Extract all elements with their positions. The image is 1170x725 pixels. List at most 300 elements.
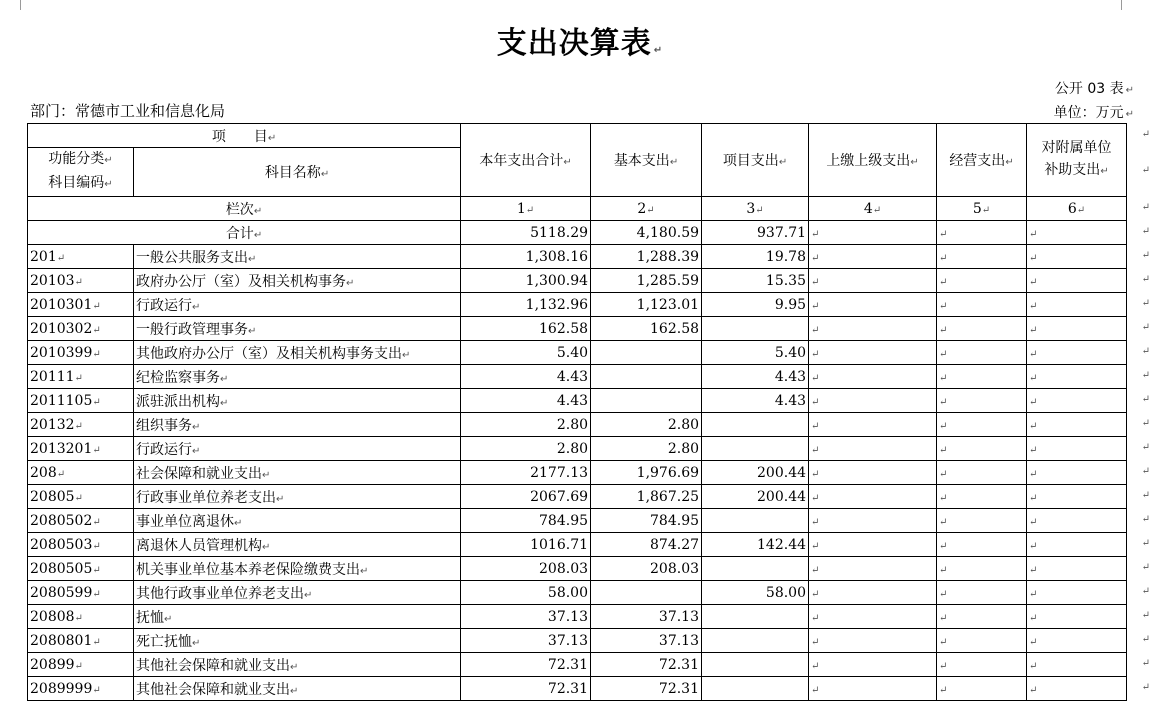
cell-mark-icon: ↵ bbox=[811, 300, 820, 312]
cell-mark-icon: ↵ bbox=[1029, 588, 1038, 600]
cell-mark-icon: ↵ bbox=[939, 468, 948, 480]
amount-upper bbox=[809, 341, 937, 365]
amount-upper bbox=[809, 677, 937, 701]
subject-name-text: 社会保障和就业支出 bbox=[136, 465, 262, 482]
amount-basic: 2.80 bbox=[591, 413, 702, 437]
table-row bbox=[28, 365, 1127, 389]
cell-mark-icon: ↵ bbox=[56, 252, 66, 264]
subject-name bbox=[134, 413, 461, 437]
header-total: 本年支出合计↵ bbox=[461, 124, 591, 197]
subject-name-text: 一般公共服务支出 bbox=[136, 249, 248, 266]
table-row bbox=[28, 317, 1127, 341]
subject-name-text: 纪检监察事务 bbox=[136, 369, 220, 386]
cell-mark-icon: ↵ bbox=[939, 636, 948, 648]
header-item: 项 目↵ bbox=[28, 124, 461, 148]
amount-total: 1016.71 bbox=[461, 533, 591, 557]
cell-mark-icon: ↵ bbox=[74, 372, 83, 384]
table-row bbox=[28, 557, 1127, 581]
amount-basic: 1,976.69 bbox=[591, 461, 702, 485]
subject-name-text: 政府办公厅（室）及相关机构事务 bbox=[136, 273, 346, 290]
amount-project bbox=[702, 437, 809, 461]
subject-code bbox=[28, 581, 134, 605]
amount-subsidy bbox=[1027, 365, 1127, 389]
cell-mark-icon: ↵ bbox=[1029, 612, 1038, 624]
cell-mark-icon: ↵ bbox=[811, 252, 820, 264]
cell-mark-icon: ↵ bbox=[669, 157, 679, 168]
cell-mark-icon: ↵ bbox=[1029, 444, 1038, 456]
row-end-mark-icon: ↵ bbox=[1141, 297, 1150, 309]
cell-mark-icon: ↵ bbox=[939, 588, 948, 600]
column-index-3: 3↵ bbox=[702, 197, 809, 221]
subject-code bbox=[28, 365, 134, 389]
subject-name-text: 死亡抚恤 bbox=[136, 633, 192, 650]
amount-project bbox=[702, 317, 809, 341]
cell-mark-icon: ↵ bbox=[1029, 468, 1038, 480]
paragraph-mark-icon: ↵ bbox=[1125, 85, 1134, 96]
cell-mark-icon: ↵ bbox=[253, 229, 263, 241]
cell-mark-icon: ↵ bbox=[104, 179, 113, 190]
subject-name bbox=[134, 533, 461, 557]
subject-code-text: 2011105 bbox=[30, 392, 93, 409]
amount-business bbox=[937, 437, 1027, 461]
cell-mark-icon: ↵ bbox=[290, 685, 299, 697]
cell-mark-icon: ↵ bbox=[778, 157, 788, 168]
amount-project bbox=[702, 653, 809, 677]
table-row bbox=[28, 581, 1127, 605]
summary-row bbox=[28, 221, 1127, 245]
amount-total: 2.80 bbox=[461, 437, 591, 461]
paragraph-mark-icon: ↵ bbox=[1125, 109, 1134, 120]
amount-business bbox=[937, 365, 1027, 389]
amount-subsidy bbox=[1027, 461, 1127, 485]
amount-subsidy bbox=[1027, 293, 1127, 317]
subject-code bbox=[28, 533, 134, 557]
table-row bbox=[28, 269, 1127, 293]
row-end-mark-icon: ↵ bbox=[1141, 201, 1150, 213]
subject-code bbox=[28, 677, 134, 701]
cell-mark-icon: ↵ bbox=[811, 420, 820, 432]
amount-business bbox=[937, 389, 1027, 413]
cell-mark-icon: ↵ bbox=[811, 588, 820, 600]
cell-mark-icon: ↵ bbox=[646, 204, 655, 216]
amount-business bbox=[937, 677, 1027, 701]
subject-code-text: 2089999 bbox=[30, 680, 93, 697]
cell-mark-icon: ↵ bbox=[811, 396, 820, 408]
summary-subsidy bbox=[1027, 221, 1127, 245]
amount-basic: 72.31 bbox=[591, 653, 702, 677]
subject-name-text: 其他社会保障和就业支出 bbox=[136, 657, 290, 674]
cell-mark-icon: ↵ bbox=[1029, 420, 1038, 432]
amount-total: 72.31 bbox=[461, 677, 591, 701]
table-row bbox=[28, 461, 1127, 485]
cell-mark-icon: ↵ bbox=[939, 252, 948, 264]
cell-mark-icon: ↵ bbox=[811, 492, 820, 504]
cell-mark-icon: ↵ bbox=[267, 132, 277, 144]
subject-name bbox=[134, 341, 461, 365]
cell-mark-icon: ↵ bbox=[939, 660, 948, 672]
amount-upper bbox=[809, 629, 937, 653]
subject-name-text: 行政运行 bbox=[136, 441, 192, 458]
cell-mark-icon: ↵ bbox=[192, 445, 201, 457]
table-row bbox=[28, 245, 1127, 269]
subject-code-text: 20808 bbox=[30, 608, 75, 625]
amount-upper bbox=[809, 269, 937, 293]
subject-name-text: 离退休人员管理机构 bbox=[136, 537, 262, 554]
cell-mark-icon: ↵ bbox=[939, 564, 948, 576]
cell-mark-icon: ↵ bbox=[1029, 348, 1038, 360]
amount-upper bbox=[809, 389, 937, 413]
table-row bbox=[28, 677, 1127, 701]
table-number bbox=[1055, 78, 1134, 98]
subject-name-text: 事业单位离退休 bbox=[136, 513, 234, 530]
subject-name bbox=[134, 677, 461, 701]
amount-business bbox=[937, 293, 1027, 317]
cell-mark-icon: ↵ bbox=[74, 276, 83, 288]
table-row bbox=[28, 485, 1127, 509]
row-end-mark-icon: ↵ bbox=[1141, 417, 1150, 429]
cell-mark-icon: ↵ bbox=[811, 516, 820, 528]
cell-mark-icon: ↵ bbox=[939, 540, 948, 552]
header-func-code: 功能分类↵ 科目编码↵ bbox=[28, 148, 134, 197]
column-index-row bbox=[28, 197, 1127, 221]
subject-code bbox=[28, 269, 134, 293]
cell-mark-icon: ↵ bbox=[939, 324, 948, 336]
amount-basic: 208.03 bbox=[591, 557, 702, 581]
amount-subsidy bbox=[1027, 557, 1127, 581]
summary-project: 937.71 bbox=[702, 221, 809, 245]
cell-mark-icon: ↵ bbox=[92, 540, 101, 552]
cell-mark-icon: ↵ bbox=[402, 349, 411, 361]
subject-code bbox=[28, 437, 134, 461]
row-end-mark-icon: ↵ bbox=[1141, 585, 1150, 597]
table-row bbox=[28, 533, 1127, 557]
amount-subsidy bbox=[1027, 317, 1127, 341]
cell-mark-icon: ↵ bbox=[939, 348, 948, 360]
amount-upper bbox=[809, 293, 937, 317]
subject-name bbox=[134, 293, 461, 317]
summary-upper bbox=[809, 221, 937, 245]
amount-basic: 162.58 bbox=[591, 317, 702, 341]
row-end-mark-icon: ↵ bbox=[1141, 609, 1150, 621]
cell-mark-icon: ↵ bbox=[811, 276, 820, 288]
cell-mark-icon: ↵ bbox=[811, 444, 820, 456]
cell-mark-icon: ↵ bbox=[92, 516, 101, 528]
subject-name-text: 行政运行 bbox=[136, 297, 192, 314]
cell-mark-icon: ↵ bbox=[1100, 166, 1109, 177]
amount-business bbox=[937, 317, 1027, 341]
cell-mark-icon: ↵ bbox=[1029, 564, 1038, 576]
cell-mark-icon: ↵ bbox=[262, 541, 271, 553]
cell-mark-icon: ↵ bbox=[262, 469, 271, 481]
cell-mark-icon: ↵ bbox=[92, 636, 101, 648]
cell-mark-icon: ↵ bbox=[872, 204, 882, 216]
column-index-4: 4↵ bbox=[809, 197, 937, 221]
amount-basic bbox=[591, 341, 702, 365]
cell-mark-icon: ↵ bbox=[939, 396, 948, 408]
column-index-5: 5↵ bbox=[937, 197, 1027, 221]
subject-name-text: 派驻派出机构 bbox=[136, 393, 220, 410]
cell-mark-icon: ↵ bbox=[1029, 324, 1038, 336]
amount-business bbox=[937, 557, 1027, 581]
amount-subsidy bbox=[1027, 653, 1127, 677]
subject-name-text: 其他社会保障和就业支出 bbox=[136, 681, 290, 698]
amount-total: 2067.69 bbox=[461, 485, 591, 509]
unit-label bbox=[1054, 102, 1134, 122]
cell-mark-icon: ↵ bbox=[74, 492, 83, 504]
amount-project: 200.44 bbox=[702, 461, 809, 485]
cell-mark-icon: ↵ bbox=[811, 228, 820, 240]
amount-business bbox=[937, 509, 1027, 533]
row-end-mark-icon: ↵ bbox=[1141, 128, 1150, 140]
cell-mark-icon: ↵ bbox=[92, 684, 101, 696]
cell-mark-icon: ↵ bbox=[74, 660, 83, 672]
cell-mark-icon: ↵ bbox=[248, 253, 257, 265]
cell-mark-icon: ↵ bbox=[939, 492, 948, 504]
cell-mark-icon: ↵ bbox=[320, 169, 330, 180]
amount-subsidy bbox=[1027, 269, 1127, 293]
subject-code-text: 208 bbox=[30, 464, 57, 481]
subject-name bbox=[134, 389, 461, 413]
cell-mark-icon: ↵ bbox=[811, 324, 820, 336]
cell-mark-icon: ↵ bbox=[811, 348, 820, 360]
amount-basic: 1,285.59 bbox=[591, 269, 702, 293]
row-end-mark-icon: ↵ bbox=[1141, 633, 1150, 645]
subject-name bbox=[134, 605, 461, 629]
table-row bbox=[28, 293, 1127, 317]
amount-subsidy bbox=[1027, 341, 1127, 365]
amount-upper bbox=[809, 653, 937, 677]
subject-code-text: 20899 bbox=[30, 656, 75, 673]
subject-code bbox=[28, 509, 134, 533]
cell-mark-icon: ↵ bbox=[253, 205, 263, 217]
subject-name bbox=[134, 269, 461, 293]
table-row bbox=[28, 413, 1127, 437]
amount-business bbox=[937, 485, 1027, 509]
amount-subsidy bbox=[1027, 245, 1127, 269]
subject-name bbox=[134, 653, 461, 677]
cell-mark-icon: ↵ bbox=[1029, 372, 1038, 384]
subject-code-text: 201 bbox=[30, 248, 57, 265]
amount-upper bbox=[809, 437, 937, 461]
subject-name bbox=[134, 629, 461, 653]
amount-basic: 1,123.01 bbox=[591, 293, 702, 317]
table-row bbox=[28, 341, 1127, 365]
header-upper: 上缴上级支出↵ bbox=[809, 124, 937, 197]
cell-mark-icon: ↵ bbox=[1029, 396, 1038, 408]
row-end-mark-icon: ↵ bbox=[1141, 441, 1150, 453]
cell-mark-icon: ↵ bbox=[1029, 636, 1038, 648]
cell-mark-icon: ↵ bbox=[939, 444, 948, 456]
cell-mark-icon: ↵ bbox=[939, 300, 948, 312]
cell-mark-icon: ↵ bbox=[1005, 157, 1014, 168]
table-row bbox=[28, 509, 1127, 533]
cell-mark-icon: ↵ bbox=[910, 157, 919, 168]
amount-business bbox=[937, 461, 1027, 485]
subject-code bbox=[28, 629, 134, 653]
subject-code-text: 20103 bbox=[30, 272, 75, 289]
amount-total: 2177.13 bbox=[461, 461, 591, 485]
cell-mark-icon: ↵ bbox=[1029, 276, 1038, 288]
subject-name bbox=[134, 317, 461, 341]
subject-name bbox=[134, 365, 461, 389]
amount-upper bbox=[809, 581, 937, 605]
amount-total: 4.43 bbox=[461, 365, 591, 389]
amount-basic bbox=[591, 581, 702, 605]
expenditure-table bbox=[27, 123, 1127, 701]
amount-total: 5.40 bbox=[461, 341, 591, 365]
row-end-mark-icon: ↵ bbox=[1141, 561, 1150, 573]
amount-subsidy bbox=[1027, 509, 1127, 533]
amount-basic bbox=[591, 365, 702, 389]
subject-code-text: 20111 bbox=[30, 368, 75, 385]
table-row bbox=[28, 389, 1127, 413]
page-title-text: 支出决算表 bbox=[496, 26, 652, 61]
summary-business bbox=[937, 221, 1027, 245]
amount-upper bbox=[809, 413, 937, 437]
row-end-mark-icon: ↵ bbox=[1141, 225, 1150, 237]
cell-mark-icon: ↵ bbox=[811, 540, 820, 552]
cell-mark-icon: ↵ bbox=[939, 372, 948, 384]
cell-mark-icon: ↵ bbox=[248, 325, 257, 337]
cell-mark-icon: ↵ bbox=[1029, 660, 1038, 672]
subject-code bbox=[28, 341, 134, 365]
cell-mark-icon: ↵ bbox=[92, 324, 101, 336]
amount-upper bbox=[809, 245, 937, 269]
cell-mark-icon: ↵ bbox=[563, 157, 572, 168]
cell-mark-icon: ↵ bbox=[1029, 516, 1038, 528]
cell-mark-icon: ↵ bbox=[74, 612, 83, 624]
row-end-mark-icon: ↵ bbox=[1141, 393, 1150, 405]
cell-mark-icon: ↵ bbox=[811, 468, 820, 480]
cell-mark-icon: ↵ bbox=[92, 396, 101, 408]
page-corner-mark-left bbox=[0, 0, 21, 10]
cell-mark-icon: ↵ bbox=[234, 517, 243, 529]
amount-total: 72.31 bbox=[461, 653, 591, 677]
cell-mark-icon: ↵ bbox=[290, 661, 299, 673]
amount-project bbox=[702, 413, 809, 437]
amount-project: 5.40 bbox=[702, 341, 809, 365]
table-row bbox=[28, 629, 1127, 653]
amount-basic: 1,867.25 bbox=[591, 485, 702, 509]
summary-basic: 4,180.59 bbox=[591, 221, 702, 245]
subject-code-text: 2080503 bbox=[30, 536, 93, 553]
subject-name-text: 组织事务 bbox=[136, 417, 192, 434]
cell-mark-icon: ↵ bbox=[1029, 684, 1038, 696]
header-basic: 基本支出↵ bbox=[591, 124, 702, 197]
amount-subsidy bbox=[1027, 677, 1127, 701]
subject-code-text: 2080801 bbox=[30, 632, 93, 649]
amount-business bbox=[937, 533, 1027, 557]
amount-total: 4.43 bbox=[461, 389, 591, 413]
subject-code bbox=[28, 461, 134, 485]
amount-business bbox=[937, 413, 1027, 437]
cell-mark-icon: ↵ bbox=[981, 204, 991, 216]
amount-total: 1,300.94 bbox=[461, 269, 591, 293]
cell-mark-icon: ↵ bbox=[1029, 492, 1038, 504]
summary-label: 合计↵ bbox=[28, 221, 461, 245]
amount-subsidy bbox=[1027, 413, 1127, 437]
cell-mark-icon: ↵ bbox=[360, 565, 369, 577]
amount-business bbox=[937, 581, 1027, 605]
amount-project: 142.44 bbox=[702, 533, 809, 557]
row-end-mark-icon: ↵ bbox=[1141, 465, 1150, 477]
subject-code-text: 2010302 bbox=[30, 320, 93, 337]
page-title bbox=[0, 18, 1160, 62]
row-end-mark-icon: ↵ bbox=[1141, 165, 1150, 176]
subject-name-text: 其他政府办公厅（室）及相关机构事务支出 bbox=[136, 345, 402, 362]
cell-mark-icon: ↵ bbox=[92, 348, 101, 360]
cell-mark-icon: ↵ bbox=[104, 155, 113, 166]
table-row bbox=[28, 605, 1127, 629]
amount-total: 58.00 bbox=[461, 581, 591, 605]
cell-mark-icon: ↵ bbox=[755, 204, 764, 216]
amount-subsidy bbox=[1027, 437, 1127, 461]
cell-mark-icon: ↵ bbox=[164, 613, 173, 625]
cell-mark-icon: ↵ bbox=[220, 373, 229, 385]
subject-code bbox=[28, 413, 134, 437]
subject-code bbox=[28, 293, 134, 317]
amount-business bbox=[937, 629, 1027, 653]
header-project: 项目支出↵ bbox=[702, 124, 809, 197]
subject-code bbox=[28, 245, 134, 269]
subject-name bbox=[134, 485, 461, 509]
subject-name-text: 其他行政事业单位养老支出 bbox=[136, 585, 304, 602]
column-index-label: 栏次↵ bbox=[28, 197, 461, 221]
amount-upper bbox=[809, 533, 937, 557]
header-subject-name: 科目名称↵ bbox=[134, 148, 461, 197]
subject-code-text: 2013201 bbox=[30, 440, 93, 457]
paragraph-mark-icon: ↵ bbox=[653, 45, 664, 56]
amount-upper bbox=[809, 365, 937, 389]
subject-code bbox=[28, 653, 134, 677]
amount-project bbox=[702, 509, 809, 533]
subject-code-text: 20805 bbox=[30, 488, 75, 505]
subject-name bbox=[134, 581, 461, 605]
amount-project: 200.44 bbox=[702, 485, 809, 509]
row-end-mark-icon: ↵ bbox=[1141, 321, 1150, 333]
cell-mark-icon: ↵ bbox=[304, 589, 313, 601]
column-index-1: 1↵ bbox=[461, 197, 591, 221]
subject-code bbox=[28, 605, 134, 629]
subject-name-text: 一般行政管理事务 bbox=[136, 321, 248, 338]
row-end-mark-icon: ↵ bbox=[1141, 273, 1150, 285]
subject-name-text: 抚恤 bbox=[136, 609, 164, 626]
subject-name bbox=[134, 509, 461, 533]
amount-total: 162.58 bbox=[461, 317, 591, 341]
amount-subsidy bbox=[1027, 389, 1127, 413]
amount-project bbox=[702, 605, 809, 629]
subject-code-text: 2010301 bbox=[30, 296, 93, 313]
page-corner-mark-right bbox=[1121, 0, 1148, 10]
amount-project: 19.78 bbox=[702, 245, 809, 269]
subject-code bbox=[28, 317, 134, 341]
cell-mark-icon: ↵ bbox=[939, 612, 948, 624]
amount-subsidy bbox=[1027, 581, 1127, 605]
amount-basic: 2.80 bbox=[591, 437, 702, 461]
subject-name bbox=[134, 461, 461, 485]
subject-code-text: 2080505 bbox=[30, 560, 93, 577]
row-end-mark-icon: ↵ bbox=[1141, 537, 1150, 549]
amount-project bbox=[702, 629, 809, 653]
column-index-2: 2↵ bbox=[591, 197, 702, 221]
amount-total: 2.80 bbox=[461, 413, 591, 437]
subject-name bbox=[134, 557, 461, 581]
cell-mark-icon: ↵ bbox=[192, 421, 201, 433]
cell-mark-icon: ↵ bbox=[939, 420, 948, 432]
cell-mark-icon: ↵ bbox=[192, 301, 201, 313]
subject-code bbox=[28, 485, 134, 509]
summary-total: 5118.29 bbox=[461, 221, 591, 245]
